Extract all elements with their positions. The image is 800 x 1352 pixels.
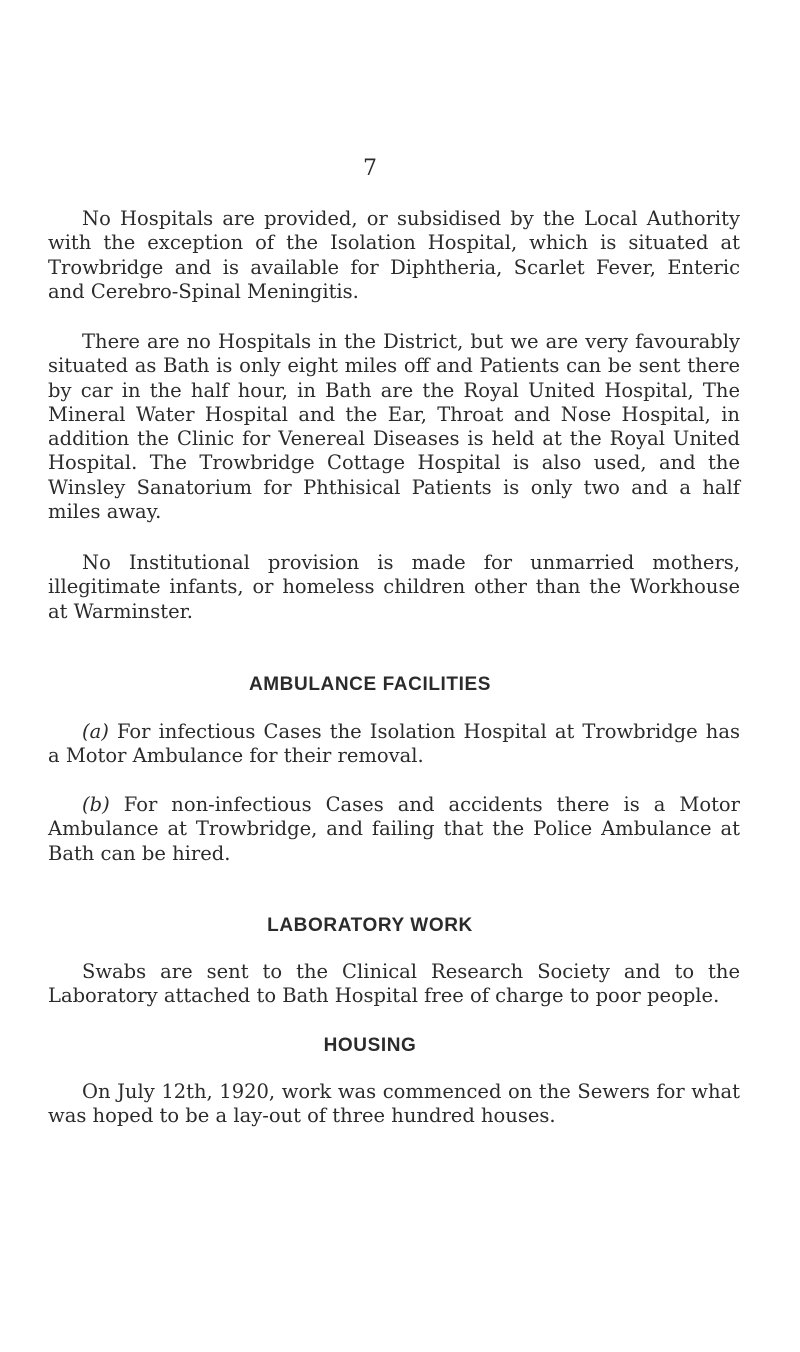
paragraph-hospitals: No Hospitals are provided, or subsidised by the Local Authority with the exception of the Isolation Hospital, which is situated at Trowbridge and is available for Diphtheria, Scarlet Fever, Enteric and Cerebro-Spinal Meningitis. <box>48 207 740 303</box>
item-label-b: (b) <box>82 793 110 816</box>
paragraph-institutional: No Institutional provision is made for unmarried mothers, illegitimate infants, or homeless children other than the Workhouse at Warminster. <box>48 551 740 623</box>
item-text-b: For non-infectious Cases and accidents there is a Motor Ambulance at Trowbridge, and failing that the Police Ambulance at Bath can be hired. <box>48 793 740 865</box>
paragraph-ambulance-a <box>48 720 740 769</box>
heading-ambulance: AMBULANCE FACILITIES <box>248 674 492 695</box>
heading-laboratory: LABORATORY WORK <box>267 915 473 936</box>
item-label-a: (a) <box>82 720 109 743</box>
paragraph-housing: On July 12th, 1920, work was commenced on the Sewers for what was hoped to be a lay-out of three hundred houses. <box>48 1080 740 1128</box>
paragraph-ambulance-b <box>48 793 740 866</box>
paragraph-district: There are no Hospitals in the District, but we are very favourably situated as Bath is only eight miles off and Patients can be sent there by car in the half hour, in Bath are the Royal United Hospital, The Mineral Water Hospital and the Ear, Throat and Nose Hospital, in addition the Clinic for Venereal Diseases is held at the Royal United Hospital. The Trowbridge Cottage Hospital is also used, and the Winsley Sanatorium for Phthisical Patients is only two and a half miles away. <box>48 330 740 524</box>
heading-housing: HOUSING <box>323 1035 417 1056</box>
paragraph-laboratory: Swabs are sent to the Clinical Research Society and to the Laboratory attached to Bath Hospital free of charge to poor people. <box>48 960 740 1008</box>
page-number: 7 <box>363 156 377 181</box>
item-text-a: For infectious Cases the Isolation Hospital at Trowbridge has a Motor Ambulance for their removal. <box>48 720 740 768</box>
